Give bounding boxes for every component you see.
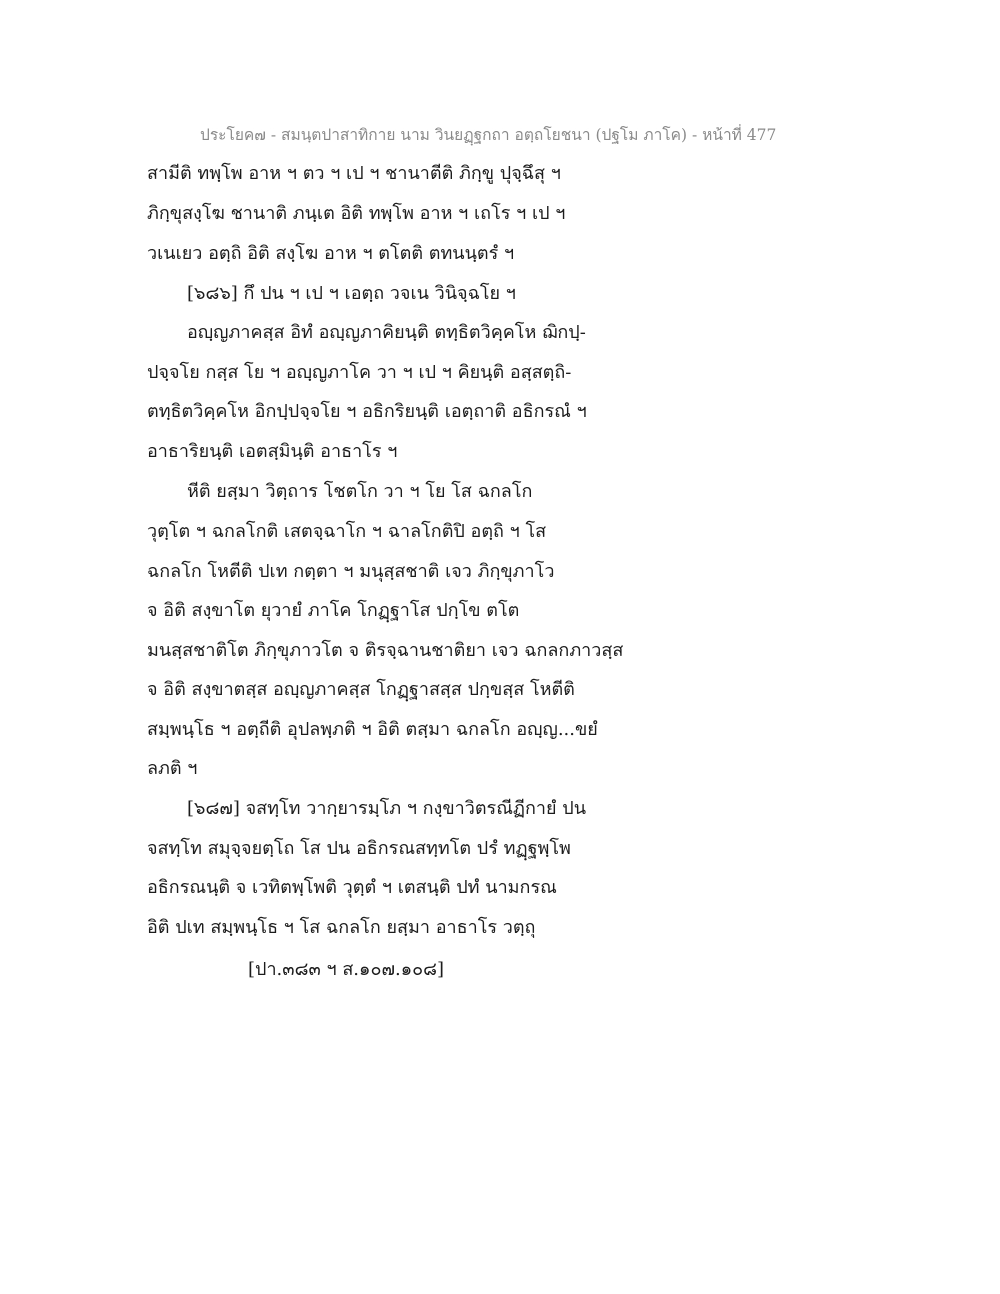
text-line: อิติ ปเท สมฺพนฺโธ ฯ โส ฉกลโก ยสฺมา อาธาโร วตฺถุ — [147, 917, 536, 938]
text-line: จ อิติ สงฺขาโต ยุวายํ ภาโค โกฏฺฐาโส ปกฺโข ตโต — [147, 600, 520, 621]
text-line: วุตฺโต ฯ ฉกลโกติ เสตจฺฉาโก ฯ ฉาลโกติปิ อตฺถิ ฯ โส — [147, 521, 547, 542]
page-reference: [ปา.๓๘๓ ฯ ส.๑๐๗.๑๐๘] — [248, 959, 445, 980]
text-line: อธิกรณนฺติ จ เวทิตพฺโพติ วุตฺตํ ฯ เตสนฺติ ปทํ นามกรณ — [147, 877, 557, 898]
text-line: วเนเยว อตฺถิ อิติ สงฺโฆ อาห ฯ ตโตติ ตทนนฺตรํ ฯ — [147, 243, 515, 264]
page-header: ประโยค๗ - สมนฺตปาสาทิกาย นาม วินยฏฺฐกถา อตฺถโยชนา (ปฐโม ภาโค) - หน้าที่ 477 — [200, 126, 777, 144]
text-line: ตทฺธิตวิคฺคโห อิกปฺปจฺจโย ฯ อธิกริยนฺติ เอตฺถาติ อธิกรณํ ฯ — [147, 401, 587, 422]
text-line: สมฺพนฺโธ ฯ อตฺถีติ อุปลพฺภติ ฯ อิติ ตสฺมา ฉกลโก อญฺญ...ขยํ — [147, 719, 598, 740]
text-line: อญฺญภาคสฺส อิทํ อญฺญภาคิยนฺติ ตทฺธิตวิคฺคโห ฌิกปฺ- — [187, 322, 586, 343]
text-line: อาธาริยนฺติ เอตสฺมินฺติ อาธาโร ฯ — [147, 441, 398, 462]
text-line: [๖๘๗] จสทฺโท วากฺยารมฺโภ ฯ กงฺขาวิตรณีฏีกายํ ปน — [187, 798, 587, 819]
text-line: ฉกลโก โหตีติ ปเท กตฺตา ฯ มนุสฺสชาติ เจว ภิกฺขุภาโว — [147, 561, 555, 582]
text-line: ปจฺจโย กสฺส โย ฯ อญฺญภาโค วา ฯ เป ฯ คิยนฺติ อสฺสตฺถิ- — [147, 362, 572, 383]
text-line: จ อิติ สงฺขาตสฺส อญฺญภาคสฺส โกฏฺฐาสสฺส ปกฺขสฺส โหตีติ — [147, 679, 575, 700]
text-line: มนสฺสชาติโต ภิกฺขุภาวโต จ ติรจฺฉานชาติยา เจว ฉกลกภาวสฺส — [147, 640, 624, 661]
text-line: สามีติ ทพฺโพ อาห ฯ ตว ฯ เป ฯ ชานาตีติ ภิกฺขู ปุจฺฉึสุ ฯ — [147, 163, 561, 184]
text-line: [๖๘๖] กึ ปน ฯ เป ฯ เอตฺถ วจเน วินิจฺฉโย ฯ — [187, 283, 516, 304]
text-line: หีติ ยสฺมา วิตฺถาร โชตโก วา ฯ โย โส ฉกลโก — [187, 481, 533, 502]
text-line: ลภติ ฯ — [147, 758, 198, 779]
text-line: จสทฺโท สมุจฺจยตฺโถ โส ปน อธิกรณสทฺทโต ปรํ ทฏฺฐพฺโพ — [147, 838, 571, 859]
text-line: ภิกฺขุสงฺโฆ ชานาติ ภนฺเต อิติ ทพฺโพ อาห ฯ เถโร ฯ เป ฯ — [147, 203, 566, 224]
